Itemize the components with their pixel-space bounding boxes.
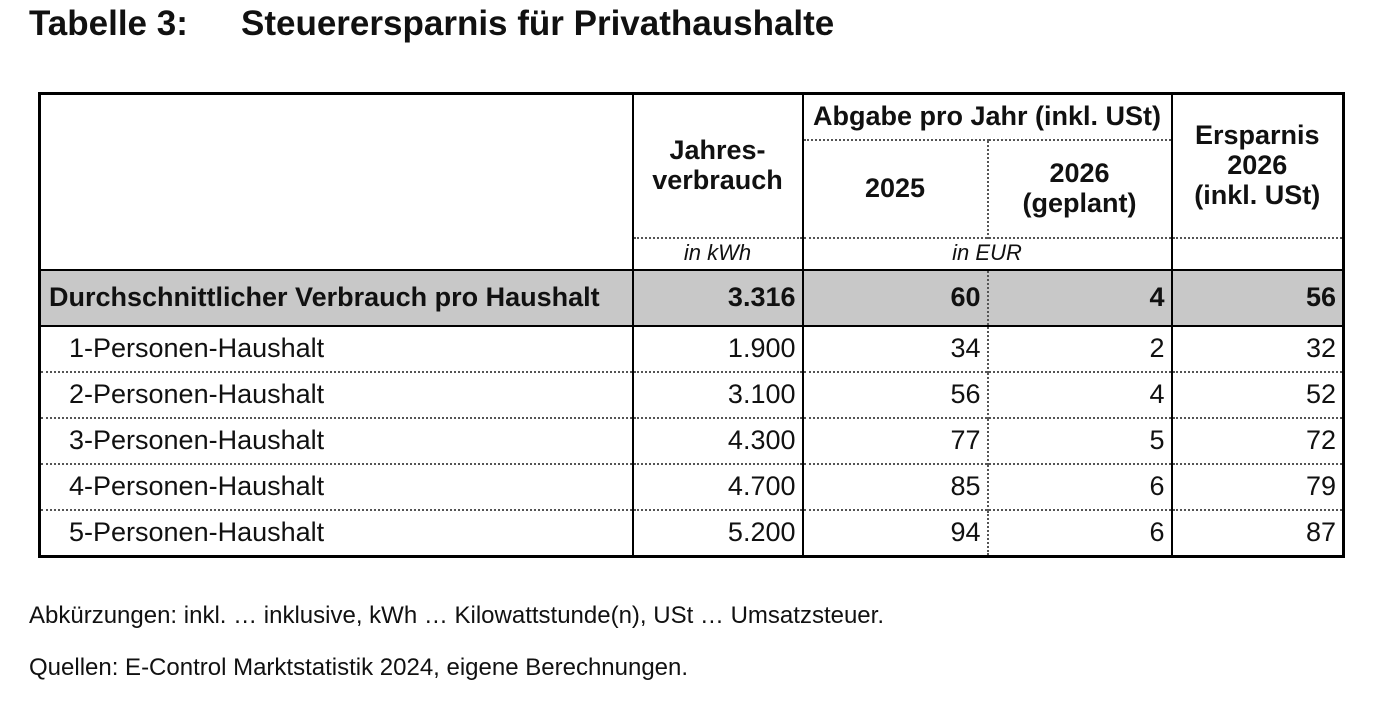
unit-empty-cell bbox=[40, 238, 633, 270]
row-levy-2026: 2 bbox=[988, 326, 1172, 372]
header-consumption-line2: verbrauch bbox=[652, 164, 783, 195]
row-label: 3-Personen-Haushalt bbox=[40, 418, 633, 464]
average-row-levy-2025: 60 bbox=[803, 270, 988, 326]
header-savings bbox=[1172, 94, 1344, 238]
row-label: 4-Personen-Haushalt bbox=[40, 464, 633, 510]
row-levy-2026: 5 bbox=[988, 418, 1172, 464]
header-savings-line2: 2026 bbox=[1227, 149, 1288, 180]
header-consumption bbox=[633, 94, 803, 238]
row-consumption: 3.100 bbox=[633, 372, 803, 418]
header-levy-group: Abgabe pro Jahr (inkl. USt) bbox=[803, 94, 1172, 140]
row-savings: 72 bbox=[1172, 418, 1344, 464]
row-levy-2026: 4 bbox=[988, 372, 1172, 418]
header-consumption-line1: Jahres- bbox=[669, 135, 766, 166]
unit-eur: in EUR bbox=[803, 238, 1172, 270]
row-label: 2-Personen-Haushalt bbox=[40, 372, 633, 418]
average-row bbox=[40, 270, 1344, 326]
header-year-2026-line1: 2026 bbox=[1049, 157, 1110, 188]
row-consumption: 4.300 bbox=[633, 418, 803, 464]
row-consumption: 4.700 bbox=[633, 464, 803, 510]
header-year-2026-line2: (geplant) bbox=[1022, 187, 1137, 218]
table-row bbox=[40, 326, 1344, 372]
table-row bbox=[40, 418, 1344, 464]
table-row bbox=[40, 510, 1344, 557]
row-label: 5-Personen-Haushalt bbox=[40, 510, 633, 557]
row-savings: 52 bbox=[1172, 372, 1344, 418]
row-levy-2025: 85 bbox=[803, 464, 988, 510]
table-row bbox=[40, 372, 1344, 418]
row-levy-2026: 6 bbox=[988, 510, 1172, 557]
header-empty-cell bbox=[40, 94, 633, 238]
row-savings: 87 bbox=[1172, 510, 1344, 557]
tax-savings-table bbox=[38, 92, 1345, 558]
row-savings: 32 bbox=[1172, 326, 1344, 372]
header-savings-line3: (inkl. USt) bbox=[1194, 179, 1321, 210]
average-row-levy-2026: 4 bbox=[988, 270, 1172, 326]
row-levy-2025: 94 bbox=[803, 510, 988, 557]
header-year-2025: 2025 bbox=[803, 140, 988, 238]
footnote-sources: Quellen: E-Control Marktstatistik 2024, eigene Berechnungen. bbox=[29, 654, 689, 681]
row-consumption: 1.900 bbox=[633, 326, 803, 372]
row-levy-2026: 6 bbox=[988, 464, 1172, 510]
unit-empty-cell-right bbox=[1172, 238, 1344, 270]
header-year-2026 bbox=[988, 140, 1172, 238]
table-caption bbox=[29, 2, 835, 46]
table-row bbox=[40, 464, 1344, 510]
average-row-label: Durchschnittlicher Verbrauch pro Haushalt bbox=[40, 270, 633, 326]
footnote-abbreviations: Abkürzungen: inkl. … inklusive, kWh … Kilowattstunde(n), USt … Umsatzsteuer. bbox=[29, 602, 884, 629]
row-levy-2025: 77 bbox=[803, 418, 988, 464]
table-title: Steuerersparnis für Privathaushalte bbox=[241, 4, 835, 43]
unit-kwh: in kWh bbox=[633, 238, 803, 270]
header-savings-line1: Ersparnis bbox=[1194, 120, 1320, 151]
row-levy-2025: 56 bbox=[803, 372, 988, 418]
table-number: Tabelle 3: bbox=[29, 4, 188, 43]
row-label: 1-Personen-Haushalt bbox=[69, 332, 325, 363]
row-consumption: 5.200 bbox=[633, 510, 803, 557]
average-row-savings: 56 bbox=[1172, 270, 1344, 326]
row-levy-2025: 34 bbox=[803, 326, 988, 372]
row-savings: 79 bbox=[1172, 464, 1344, 510]
average-row-consumption: 3.316 bbox=[633, 270, 803, 326]
